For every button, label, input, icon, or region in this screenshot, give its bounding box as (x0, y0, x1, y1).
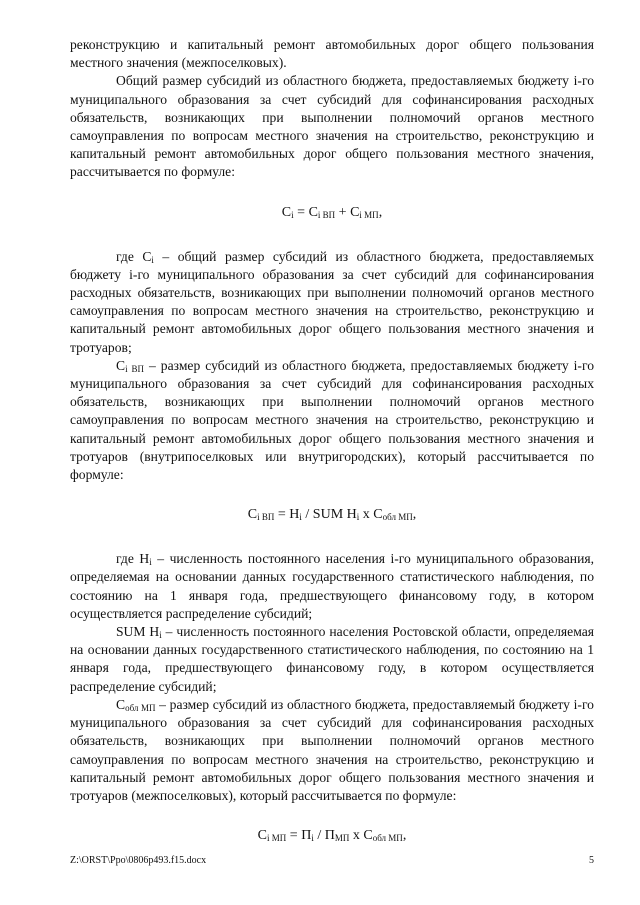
formula-mp-subsidy: $С_{i МП} = П_i / П_{МП}$ х $С_{обл МП}$, (257, 828, 407, 844)
definition-ci: где $С_i$ – общий размер субсидий из областного бюджета, предоставляемых бюджету i-го муниципального образования за счет субсидий для софинансирования расходных обязательств, возникающих при выполнении полномочий органов местного самоуправления по вопросам местного значения на строительство, реконструкцию и капитальный ремонт автомобильных дорог общего пользования местного значения и тротуаров; (70, 248, 594, 355)
definition-ci-vp: $С_{i ВП}$ – размер субсидий из областного бюджета, предоставляемых бюджету i-го муниципального образования за счет субсидий для софинансирования расходных обязательств, возникающих при выполнении полномочий органов местного самоуправления по вопросам местного значения на строительство, реконструкцию и капитальный ремонт автомобильных дорог общего пользования местного значения и тротуаров (внутрипоселковых или внутригородских), который рассчитывается по формуле: (70, 357, 594, 483)
definition-c-obl-mp: $С_{обл МП}$ – размер субсидий из областного бюджета, предоставляемый бюджету i-го муниципального образования за счет субсидий для софинансирования расходных обязательств, возникающих при выполнении полномочий органов местного самоуправления по вопросам местного значения на строительство, реконструкцию и капитальный ремонт автомобильных дорог общего пользования местного значения и тротуаров (межпоселковых), который рассчитывается по формуле: (70, 696, 594, 803)
paragraph-total-subsidy-intro: Общий размер субсидий из областного бюджета, предоставляемых бюджету i-го муниципального образования за счет субсидий для софинансирования расходных обязательств, возникающих при выполнении полномочий органов местного самоуправления по вопросам местного значения на строительство, реконструкцию и капитальный ремонт автомобильных дорог общего пользования местного значения, рассчитывается по формуле: (70, 73, 594, 180)
formula-total-subsidy: $С_i = С_{i ВП} + С_{i МП}$, (281, 204, 383, 220)
definition-sum-hi: SUM $Н_i$ – численность постоянного населения Ростовской области, определяемая на основании данных государственного статистического наблюдения, по состоянию на 1 января года, предшествующего финансовому году, в котором осуществляется распределение субсидий; (70, 624, 594, 694)
formula-vp-subsidy: $С_{i ВП} = Н_i$ / SUM $Н_i$ х $С_{обл МП}$, (247, 507, 417, 523)
paragraph-continuation: реконструкцию и капитальный ремонт автомобильных дорог общего пользования местного значения (межпоселковых). (70, 37, 594, 71)
definition-hi: где $Н_i$ – численность постоянного населения i-го муниципального образования, определяемая на основании данных государственного статистического наблюдения, по состоянию на 1 января года, предшествующего финансовому году, в котором осуществляется распределение субсидий; (70, 551, 594, 621)
file-path: Z:\ORST\Ppo\0806p493.f15.docx (70, 855, 207, 866)
page-number: 5 (589, 855, 594, 866)
document-page (70, 36, 594, 871)
